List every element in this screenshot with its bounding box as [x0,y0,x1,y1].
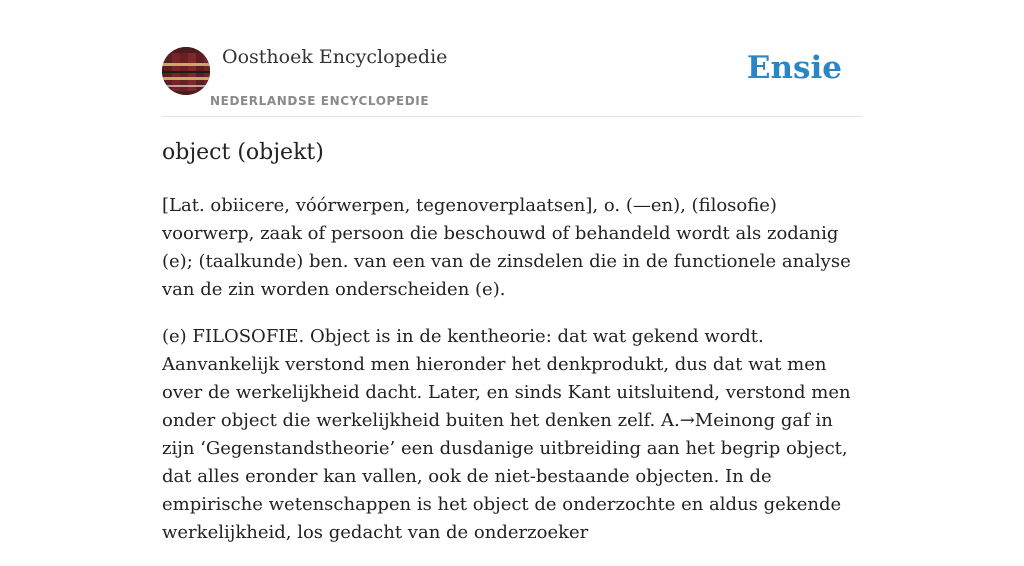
definition-paragraph: [Lat. obiicere, vóórwerpen, tegenoverplaatsen], o. (—en), (filosofie) voorwerp, zaak of persoon die beschouwd of behandeld wordt als zodanig (e); (taalkunde) ben. van een van de zinsdelen die in de functionele analyse van de zin worden onderscheiden (e). [162,195,851,300]
philosophy-text-end: gaf in zijn ‘Gegenstandstheorie’ een dusdanige uitbreiding aan het begrip object, dat alles eronder kan vallen, ook de niet-bestaande objecten. In de empirische wetenschappen is het object de onderzochte en aldus gekende werkelijkheid, los gedacht van de onderzoeker [162,410,848,543]
philosophy-paragraph [162,323,862,547]
content-container [162,0,862,543]
article-body [162,192,862,566]
site-header [162,0,862,117]
site-name[interactable]: Oosthoek Encyclopedie [222,46,448,68]
philosophy-text-start: (e) FILOSOFIE. Object is in de kentheorie: dat wat gekend wordt. Aanvankelijk verstond men hieronder het denkprodukt, dus dat wat men over de werkelijkheid dacht. Later, en sinds Kant uitsluitend, verstond men onder object die werkelijkheid buiten het denken zelf. A. [162,326,851,431]
encyclopedia-books-icon[interactable] [162,47,210,95]
page-title: object (objekt) [162,140,324,165]
meinong-link[interactable]: →Meinong [679,410,776,431]
site-subtitle: NEDERLANDSE ENCYCLOPEDIE [210,94,430,108]
ensie-logo-link[interactable]: Ensie [746,50,842,86]
